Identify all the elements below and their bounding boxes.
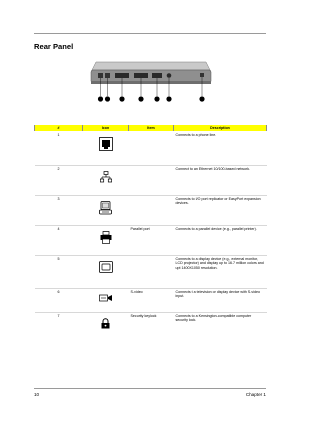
page-title: Rear Panel <box>34 42 74 51</box>
row-number: 4 <box>35 225 83 255</box>
row-description: Connects t a television or display device with S-video input. <box>174 288 267 312</box>
row-item <box>129 195 174 225</box>
phone-jack-icon <box>99 137 113 151</box>
row-item: S-video <box>129 288 174 312</box>
row-number: 5 <box>35 255 83 288</box>
row-number: 7 <box>57 314 60 318</box>
row-description: Connects to a Kensington-compatible computer security lock. <box>175 314 252 323</box>
printer-icon <box>100 231 112 244</box>
row-number: 2 <box>35 165 83 195</box>
row-description: Connects to a display device (e.g., external monitor, LCD projector) and display up to 16.7 million colors and upt 1400X1050 resolution. <box>174 255 267 288</box>
row-number: 3 <box>35 195 83 225</box>
row-description: Connects to a parallel device (e.g., parallel printer). <box>174 225 267 255</box>
table-row <box>35 131 267 165</box>
bottom-rule <box>34 388 266 389</box>
lock-icon <box>101 318 110 329</box>
table-row <box>35 255 267 288</box>
page-number: 10 <box>34 392 40 397</box>
table-row <box>35 165 267 195</box>
laptop-rear-illustration <box>88 60 214 110</box>
header-item: Item <box>129 125 174 131</box>
header-icon: Icon <box>83 125 129 131</box>
row-description: Connect to an Ethernet 10/100-based network. <box>174 165 267 195</box>
table-row <box>35 312 267 338</box>
row-item: Security keylock <box>130 314 157 318</box>
table-row <box>35 195 267 225</box>
row-item: Parallel port <box>129 225 174 255</box>
s-video-icon <box>99 294 113 303</box>
port-replicator-icon <box>99 201 112 215</box>
row-number: 1 <box>35 131 83 165</box>
row-number: 6 <box>35 288 83 312</box>
header-num: # <box>35 125 83 131</box>
row-description: Connects to a phone line. <box>174 131 267 165</box>
row-item <box>129 165 174 195</box>
monitor-icon <box>99 261 113 273</box>
header-description: Description <box>174 125 267 131</box>
row-item <box>129 255 174 288</box>
row-item <box>129 131 174 165</box>
table-row <box>35 288 267 312</box>
row-description: Connects to I/O port replicator or EasyPort expansion devices. <box>174 195 267 225</box>
top-rule <box>34 33 266 34</box>
rear-panel-table <box>34 125 267 338</box>
table-row <box>35 225 267 255</box>
network-icon <box>100 171 112 183</box>
chapter-label: Chapter 1 <box>245 392 266 397</box>
